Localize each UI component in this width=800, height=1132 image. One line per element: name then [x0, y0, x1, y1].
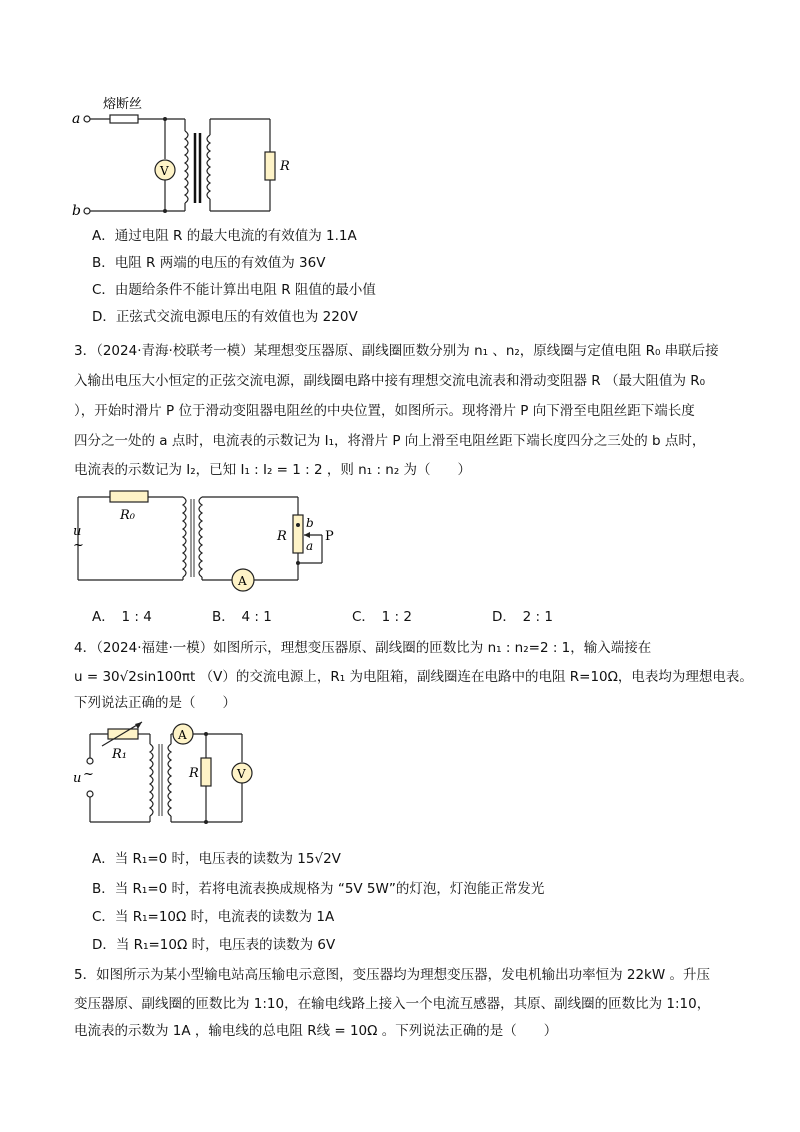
resistor-r0 — [110, 491, 148, 502]
rheostat-r — [293, 515, 303, 553]
terminal-b — [84, 208, 90, 214]
q4-option-b: B．当 R₁=0 时，若将电流表换成规格为 “5V 5W”的灯泡，灯泡能正常发光 — [92, 881, 545, 897]
q3-option-a: A． 1 : 4 — [92, 609, 152, 625]
resistor-r — [265, 152, 275, 180]
resistor-r — [201, 758, 211, 786]
q4-option-d: D．当 R₁=10Ω 时，电压表的读数为 6V — [92, 937, 336, 953]
voltmeter-label: V — [237, 767, 246, 781]
resistor-r-label: R — [280, 159, 290, 174]
q5-text-line-3: 电流表的示数为 1A ，输电线的总电阻 R线 = 10Ω 。下列说法正确的是（ ） — [74, 1023, 558, 1039]
voltmeter-label: V — [160, 164, 169, 178]
q3-option-d: D． 2 : 1 — [492, 609, 553, 625]
figure-2-circuit — [70, 485, 340, 600]
figure-3-circuit — [70, 718, 270, 838]
source-u-label: u — [73, 771, 82, 786]
q2-option-d: D．正弦式交流电源电压的有效值也为 220V — [92, 309, 358, 325]
point-b-label: b — [306, 516, 314, 530]
q5-text-line-1: 5．如图所示为某小型输电站高压输电示意图，变压器均为理想变压器，发电机输出功率恒为 22kW 。升压 — [74, 967, 711, 983]
q3-text-line-3: ），开始时滑片 P 位于滑动变阻器电阻丝的中央位置，如图所示。现将滑片 P 向下滑至电阻丝距下端长度 — [74, 403, 695, 419]
primary-coil — [183, 497, 186, 577]
q2-option-c: C．由题给条件不能计算出电阻 R 阻值的最小值 — [92, 282, 376, 298]
slider-p-label: P — [325, 529, 334, 544]
primary-coil — [150, 744, 153, 816]
primary-coil — [185, 131, 188, 203]
secondary-coil — [207, 135, 210, 199]
fuse — [110, 115, 138, 123]
secondary-coil — [199, 497, 202, 577]
secondary-coil — [168, 744, 171, 816]
q3-option-c: C． 1 : 2 — [352, 609, 412, 625]
q3-text-line-1: 3．（2024·青海·校联考一模）某理想变压器原、副线圈匝数分别为 n₁ 、n₂，原线圈与定值电阻 R₀ 串联后接 — [74, 343, 719, 359]
q4-option-c: C．当 R₁=10Ω 时，电流表的读数为 1A — [92, 909, 335, 925]
q4-text-line-3: 下列说法正确的是（ ） — [74, 695, 236, 711]
resistor-r-label: R — [189, 766, 199, 781]
q2-option-a: A．通过电阻 R 的最大电流的有效值为 1.1A — [92, 228, 357, 244]
r1-label: R₁ — [112, 747, 127, 762]
q4-text-line-2: u = 30√2sin100πt （V）的交流电源上，R₁ 为电阻箱，副线圈连在电路中的电阻 R=10Ω，电表均为理想电表。 — [74, 669, 753, 685]
q3-option-b: B． 4 : 1 — [212, 609, 272, 625]
ammeter-label: A — [178, 728, 187, 742]
fuse-label: 熔断丝 — [103, 97, 143, 112]
terminal-a-label: a — [72, 111, 81, 127]
source-u-label: u — [73, 524, 82, 539]
terminal-b-label: b — [72, 203, 81, 219]
q3-text-line-4: 四分之一处的 a 点时，电流表的示数记为 I₁，将滑片 P 向上滑至电阻丝距下端长度四分之三处的 b 点时， — [74, 433, 706, 449]
source-tilde: ~ — [73, 538, 84, 553]
q4-text-line-1: 4．（2024·福建·一模）如图所示，理想变压器原、副线圈的匝数比为 n₁ : n₂=2 : 1，输入端接在 — [74, 640, 652, 656]
rheostat-r-label: R — [277, 529, 287, 544]
q2-option-b: B．电阻 R 两端的电压的有效值为 36V — [92, 255, 326, 271]
q4-option-a: A．当 R₁=0 时，电压表的读数为 15√2V — [92, 851, 341, 867]
terminal-a — [84, 116, 90, 122]
figure-1-circuit — [70, 95, 310, 220]
resistor-r0-label: R₀ — [120, 508, 135, 523]
point-a-label: a — [306, 539, 314, 553]
ammeter-label: A — [238, 574, 247, 588]
q5-text-line-2: 变压器原、副线圈的匝数比为 1:10，在输电线路上接入一个电流互感器，其原、副线圈的匝数比为 1:10， — [74, 996, 711, 1012]
source-tilde: ~ — [83, 767, 94, 782]
q3-text-line-2: 入输出电压大小恒定的正弦交流电源，副线圈电路中接有理想交流电流表和滑动变阻器 R （最大阻值为 R₀ — [74, 373, 706, 389]
q3-text-line-5: 电流表的示数记为 I₂，已知 I₁ : I₂ = 1 : 2 ，则 n₁ : n₂ 为（ ） — [74, 462, 472, 478]
